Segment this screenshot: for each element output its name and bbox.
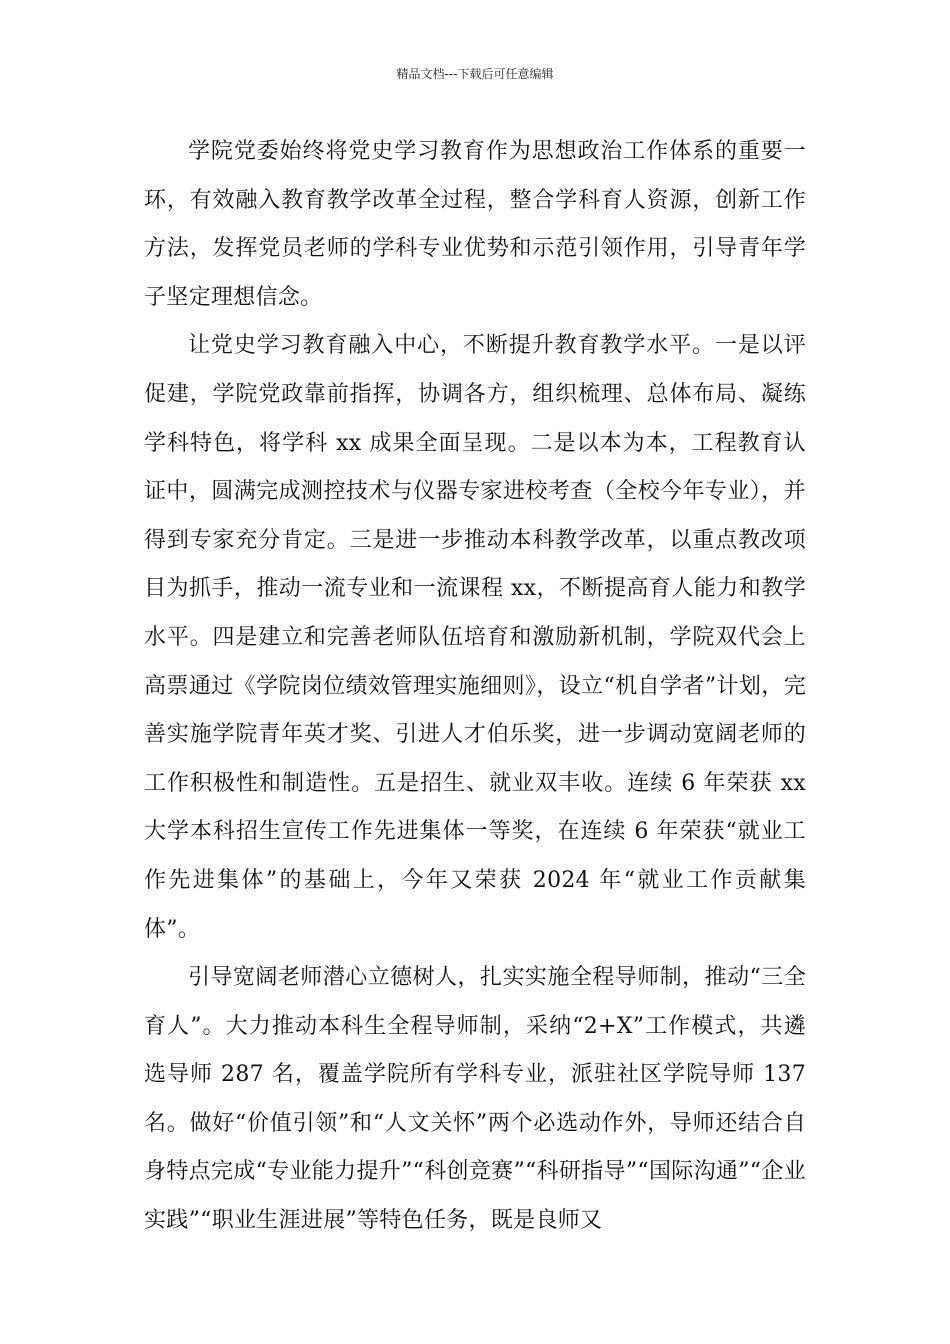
- paragraph-3: 引导宽阔老师潜心立德树人，扎实实施全程导师制，推动“三全育人”。大力推动本科生全程导师制，采纳“2+X”工作模式，共遴选导师 287 名，覆盖学院所有学科专业，派驻社区学院导师 137 名。做好“价值引领”和“人文关怀”两个必选动作外，导师还结合自身特点完成“专业能力提升”“科创竞赛”“科研指导”“国际沟通”“企业实践”“职业生涯进展”等特色任务，既是良师又: [144, 965, 806, 1234]
- document-body: [144, 128, 806, 1246]
- paragraph-1: 学院党委始终将党史学习教育作为思想政治工作体系的重要一环，有效融入教育教学改革全过程，整合学科育人资源，创新工作方法，发挥党员老师的学科专业优势和示范引领作用，引导青年学子坚定理想信念。: [144, 139, 806, 310]
- page-header: 精品文档---下载后可任意编辑: [396, 67, 554, 81]
- paragraph-2: 让党史学习教育融入中心，不断提升教育教学水平。一是以评促建，学院党政靠前指挥，协调各方，组织梳理、总体布局、凝练学科特色，将学科 xx 成果全面呈现。二是以本为本，工程教育认证中，圆满完成测控技术与仪器专家进校考查（全校今年专业），并得到专家充分肯定。三是进一步推动本科教学改革，以重点教改项目为抓手，推动一流专业和一流课程 xx，不断提高育人能力和教学水平。四是建立和完善老师队伍培育和激励新机制，学院双代会上高票通过《学院岗位绩效管理实施细则》，设立“机自学者”计划，完善实施学院青年英才奖、引进人才伯乐奖，进一步调动宽阔老师的工作积极性和制造性。五是招生、就业双丰收。连续 6 年荣获 xx 大学本科招生宣传工作先进集体一等奖，在连续 6 年荣获“就业工作先进集体”的基础上，今年又荣获 2024 年“就业工作贡献集体”。: [144, 333, 806, 942]
